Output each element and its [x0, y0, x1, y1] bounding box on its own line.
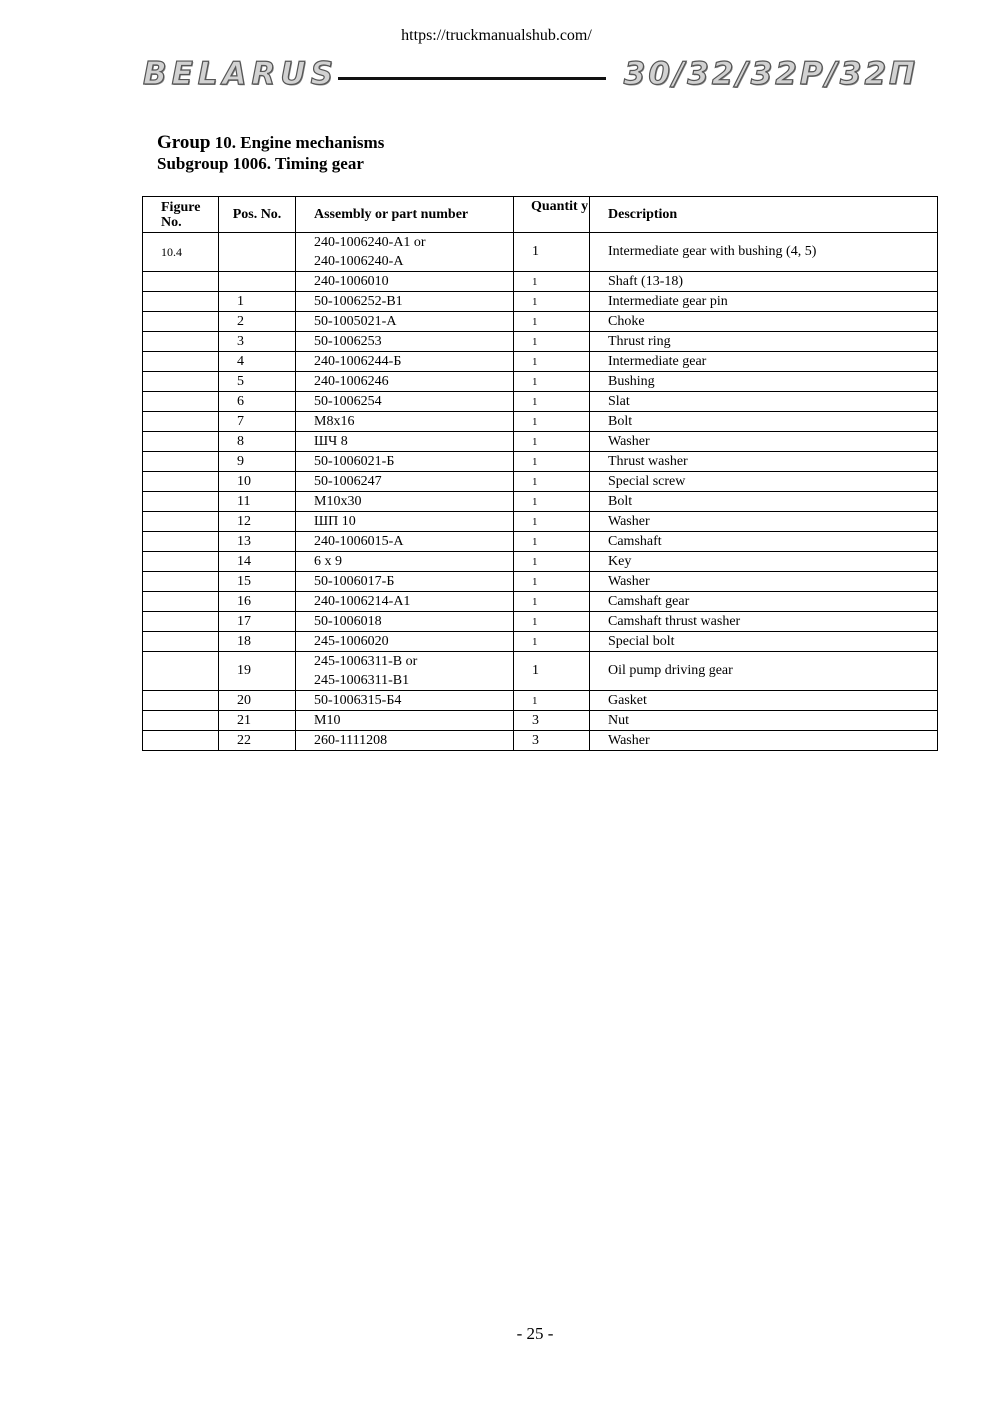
description-cell: Camshaft thrust washer [590, 612, 938, 632]
assembly-number-line: М10х30 [314, 494, 362, 509]
assembly-number-line: М10 [314, 713, 341, 728]
figure-no-cell [143, 592, 219, 612]
pos-no-cell: 16 [219, 592, 296, 612]
source-url[interactable]: https://truckmanualshub.com/ [401, 27, 592, 44]
figure-no-cell [143, 711, 219, 731]
table-row [143, 352, 938, 372]
assembly-number-cell [296, 332, 514, 352]
quantity-cell: 1 [514, 512, 590, 532]
assembly-number-line: 50-1006254 [314, 394, 382, 409]
assembly-number-cell [296, 711, 514, 731]
quantity-cell: 1 [514, 552, 590, 572]
description-cell: Special screw [590, 472, 938, 492]
figure-no-cell [143, 572, 219, 592]
assembly-number-line: 50-1006247 [314, 474, 382, 489]
figure-no-cell [143, 632, 219, 652]
assembly-number-cell [296, 233, 514, 272]
parts-table-body [143, 233, 938, 751]
table-row [143, 592, 938, 612]
description-cell: Washer [590, 731, 938, 751]
pos-no-cell: 1 [219, 292, 296, 312]
description-cell: Special bolt [590, 632, 938, 652]
assembly-number-cell [296, 292, 514, 312]
quantity-cell: 1 [514, 632, 590, 652]
figure-no-cell [143, 372, 219, 392]
assembly-number-line: 245-1006311-В or [314, 654, 418, 669]
pos-no-cell: 18 [219, 632, 296, 652]
assembly-number-cell [296, 272, 514, 292]
figure-no-cell [143, 272, 219, 292]
description-cell: Slat [590, 392, 938, 412]
pos-no-cell: 20 [219, 691, 296, 711]
pos-no-cell [219, 272, 296, 292]
table-row [143, 552, 938, 572]
group-name: 10. Engine mechanisms [214, 133, 385, 152]
table-row [143, 632, 938, 652]
table-row [143, 412, 938, 432]
banner-divider [338, 77, 606, 80]
assembly-number-line: 50-1006315-Б4 [314, 693, 402, 708]
group-word: Group [157, 132, 211, 153]
assembly-number-line: 50-1006252-В1 [314, 294, 403, 309]
assembly-number-cell [296, 492, 514, 512]
assembly-number-cell [296, 392, 514, 412]
table-row [143, 452, 938, 472]
pos-no-cell: 6 [219, 392, 296, 412]
header-assembly-number: Assembly or part number [296, 197, 514, 233]
quantity-cell: 1 [514, 372, 590, 392]
description-cell: Intermediate gear pin [590, 292, 938, 312]
figure-no-cell [143, 452, 219, 472]
quantity-cell: 1 [514, 272, 590, 292]
assembly-number-line: 240-1006246 [314, 374, 389, 389]
assembly-number-line: ШП 10 [314, 514, 356, 529]
quantity-cell: 1 [514, 652, 590, 691]
assembly-number-cell [296, 312, 514, 332]
assembly-number-cell [296, 452, 514, 472]
figure-no-cell: 10.4 [143, 233, 219, 272]
assembly-number-cell [296, 412, 514, 432]
table-row [143, 372, 938, 392]
assembly-number-cell [296, 432, 514, 452]
quantity-cell: 1 [514, 233, 590, 272]
description-cell: Camshaft gear [590, 592, 938, 612]
figure-no-cell [143, 332, 219, 352]
quantity-cell: 1 [514, 532, 590, 552]
model-numbers: 30/32/32P/32П [623, 56, 918, 92]
assembly-number-cell [296, 352, 514, 372]
assembly-number-line: 240-1006244-Б [314, 354, 402, 369]
assembly-number-cell [296, 652, 514, 691]
description-cell: Bushing [590, 372, 938, 392]
header-quantity: Quantit y [514, 197, 590, 233]
pos-no-cell: 22 [219, 731, 296, 751]
assembly-number-line: 260-1111208 [314, 733, 388, 748]
pos-no-cell: 8 [219, 432, 296, 452]
figure-no-cell [143, 352, 219, 372]
pos-no-cell: 19 [219, 652, 296, 691]
assembly-number-line: 50-1005021-А [314, 314, 397, 329]
assembly-number-line: 6 х 9 [314, 554, 342, 569]
pos-no-cell: 14 [219, 552, 296, 572]
pos-no-cell: 17 [219, 612, 296, 632]
assembly-number-line: 50-1006253 [314, 334, 382, 349]
description-cell: Thrust washer [590, 452, 938, 472]
group-title [157, 132, 384, 153]
assembly-number-line: 50-1006021-Б [314, 454, 395, 469]
assembly-number-line: М8х16 [314, 414, 355, 429]
pos-no-cell: 21 [219, 711, 296, 731]
figure-no-cell [143, 731, 219, 751]
figure-no-cell [143, 292, 219, 312]
description-cell: Washer [590, 432, 938, 452]
section-title [157, 132, 384, 174]
assembly-number-line: 240-1006214-А1 [314, 594, 411, 609]
quantity-cell: 1 [514, 691, 590, 711]
pos-no-cell: 11 [219, 492, 296, 512]
header-pos-no: Pos. No. [219, 197, 296, 233]
description-cell: Nut [590, 711, 938, 731]
description-cell: Oil pump driving gear [590, 652, 938, 691]
table-row [143, 312, 938, 332]
assembly-number-cell [296, 691, 514, 711]
assembly-number-cell [296, 532, 514, 552]
assembly-number-cell [296, 372, 514, 392]
pos-no-cell: 9 [219, 452, 296, 472]
table-row [143, 691, 938, 711]
page-number: - 25 - [516, 1324, 554, 1343]
quantity-cell: 1 [514, 592, 590, 612]
parts-table [142, 196, 938, 751]
table-row [143, 332, 938, 352]
pos-no-cell: 4 [219, 352, 296, 372]
pos-no-cell: 3 [219, 332, 296, 352]
figure-no-cell [143, 691, 219, 711]
quantity-cell: 1 [514, 332, 590, 352]
assembly-number-line: 245-1006311-В1 [314, 673, 410, 688]
description-cell: Intermediate gear [590, 352, 938, 372]
assembly-number-cell [296, 472, 514, 492]
description-cell: Camshaft [590, 532, 938, 552]
table-row [143, 731, 938, 751]
table-row [143, 233, 938, 272]
assembly-number-line: 240-1006240-А [314, 254, 404, 269]
assembly-number-line: 245-1006020 [314, 634, 389, 649]
quantity-cell: 1 [514, 452, 590, 472]
table-row [143, 612, 938, 632]
assembly-number-line: 50-1006018 [314, 614, 382, 629]
description-cell: Washer [590, 512, 938, 532]
quantity-cell: 1 [514, 492, 590, 512]
figure-no-cell [143, 432, 219, 452]
quantity-cell: 3 [514, 711, 590, 731]
figure-no-cell [143, 312, 219, 332]
table-header-row [143, 197, 938, 233]
table-row [143, 472, 938, 492]
pos-no-cell: 5 [219, 372, 296, 392]
assembly-number-line: 240-1006015-А [314, 534, 404, 549]
figure-no-cell [143, 652, 219, 691]
quantity-cell: 1 [514, 472, 590, 492]
figure-no-cell [143, 392, 219, 412]
assembly-number-line: 50-1006017-Б [314, 574, 395, 589]
pos-no-cell: 12 [219, 512, 296, 532]
description-cell: Key [590, 552, 938, 572]
description-cell: Gasket [590, 691, 938, 711]
figure-no-cell [143, 512, 219, 532]
table-row [143, 492, 938, 512]
figure-no-cell [143, 552, 219, 572]
assembly-number-cell [296, 731, 514, 751]
quantity-cell: 1 [514, 572, 590, 592]
table-row [143, 652, 938, 691]
table-row [143, 711, 938, 731]
quantity-cell: 1 [514, 352, 590, 372]
header-figure-no: Figure No. [143, 197, 219, 233]
assembly-number-line: 240-1006010 [314, 274, 389, 289]
assembly-number-line: ШЧ 8 [314, 434, 348, 449]
header-description: Description [590, 197, 938, 233]
description-cell: Washer [590, 572, 938, 592]
quantity-cell: 1 [514, 612, 590, 632]
quantity-cell: 3 [514, 731, 590, 751]
table-row [143, 272, 938, 292]
quantity-cell: 1 [514, 312, 590, 332]
pos-no-cell: 2 [219, 312, 296, 332]
description-cell: Choke [590, 312, 938, 332]
subgroup-title: Subgroup 1006. Timing gear [157, 154, 364, 173]
quantity-cell: 1 [514, 432, 590, 452]
table-row [143, 392, 938, 412]
brand-banner [143, 56, 918, 90]
quantity-cell: 1 [514, 392, 590, 412]
table-row [143, 292, 938, 312]
pos-no-cell: 15 [219, 572, 296, 592]
figure-no-cell [143, 492, 219, 512]
assembly-number-cell [296, 552, 514, 572]
description-cell: Bolt [590, 412, 938, 432]
quantity-cell: 1 [514, 292, 590, 312]
table-row [143, 512, 938, 532]
assembly-number-cell [296, 592, 514, 612]
pos-no-cell: 7 [219, 412, 296, 432]
pos-no-cell [219, 233, 296, 272]
table-row [143, 572, 938, 592]
brand-logo: BELARUS [143, 56, 338, 92]
table-row [143, 532, 938, 552]
description-cell: Intermediate gear with bushing (4, 5) [590, 233, 938, 272]
assembly-number-cell [296, 512, 514, 532]
assembly-number-cell [296, 612, 514, 632]
figure-no-cell [143, 532, 219, 552]
assembly-number-line: 240-1006240-А1 or [314, 235, 426, 250]
assembly-number-cell [296, 572, 514, 592]
description-cell: Bolt [590, 492, 938, 512]
description-cell: Thrust ring [590, 332, 938, 352]
assembly-number-cell [296, 632, 514, 652]
description-cell: Shaft (13-18) [590, 272, 938, 292]
pos-no-cell: 10 [219, 472, 296, 492]
quantity-cell: 1 [514, 412, 590, 432]
figure-no-cell [143, 472, 219, 492]
figure-no-cell [143, 412, 219, 432]
pos-no-cell: 13 [219, 532, 296, 552]
figure-no-cell [143, 612, 219, 632]
table-row [143, 432, 938, 452]
